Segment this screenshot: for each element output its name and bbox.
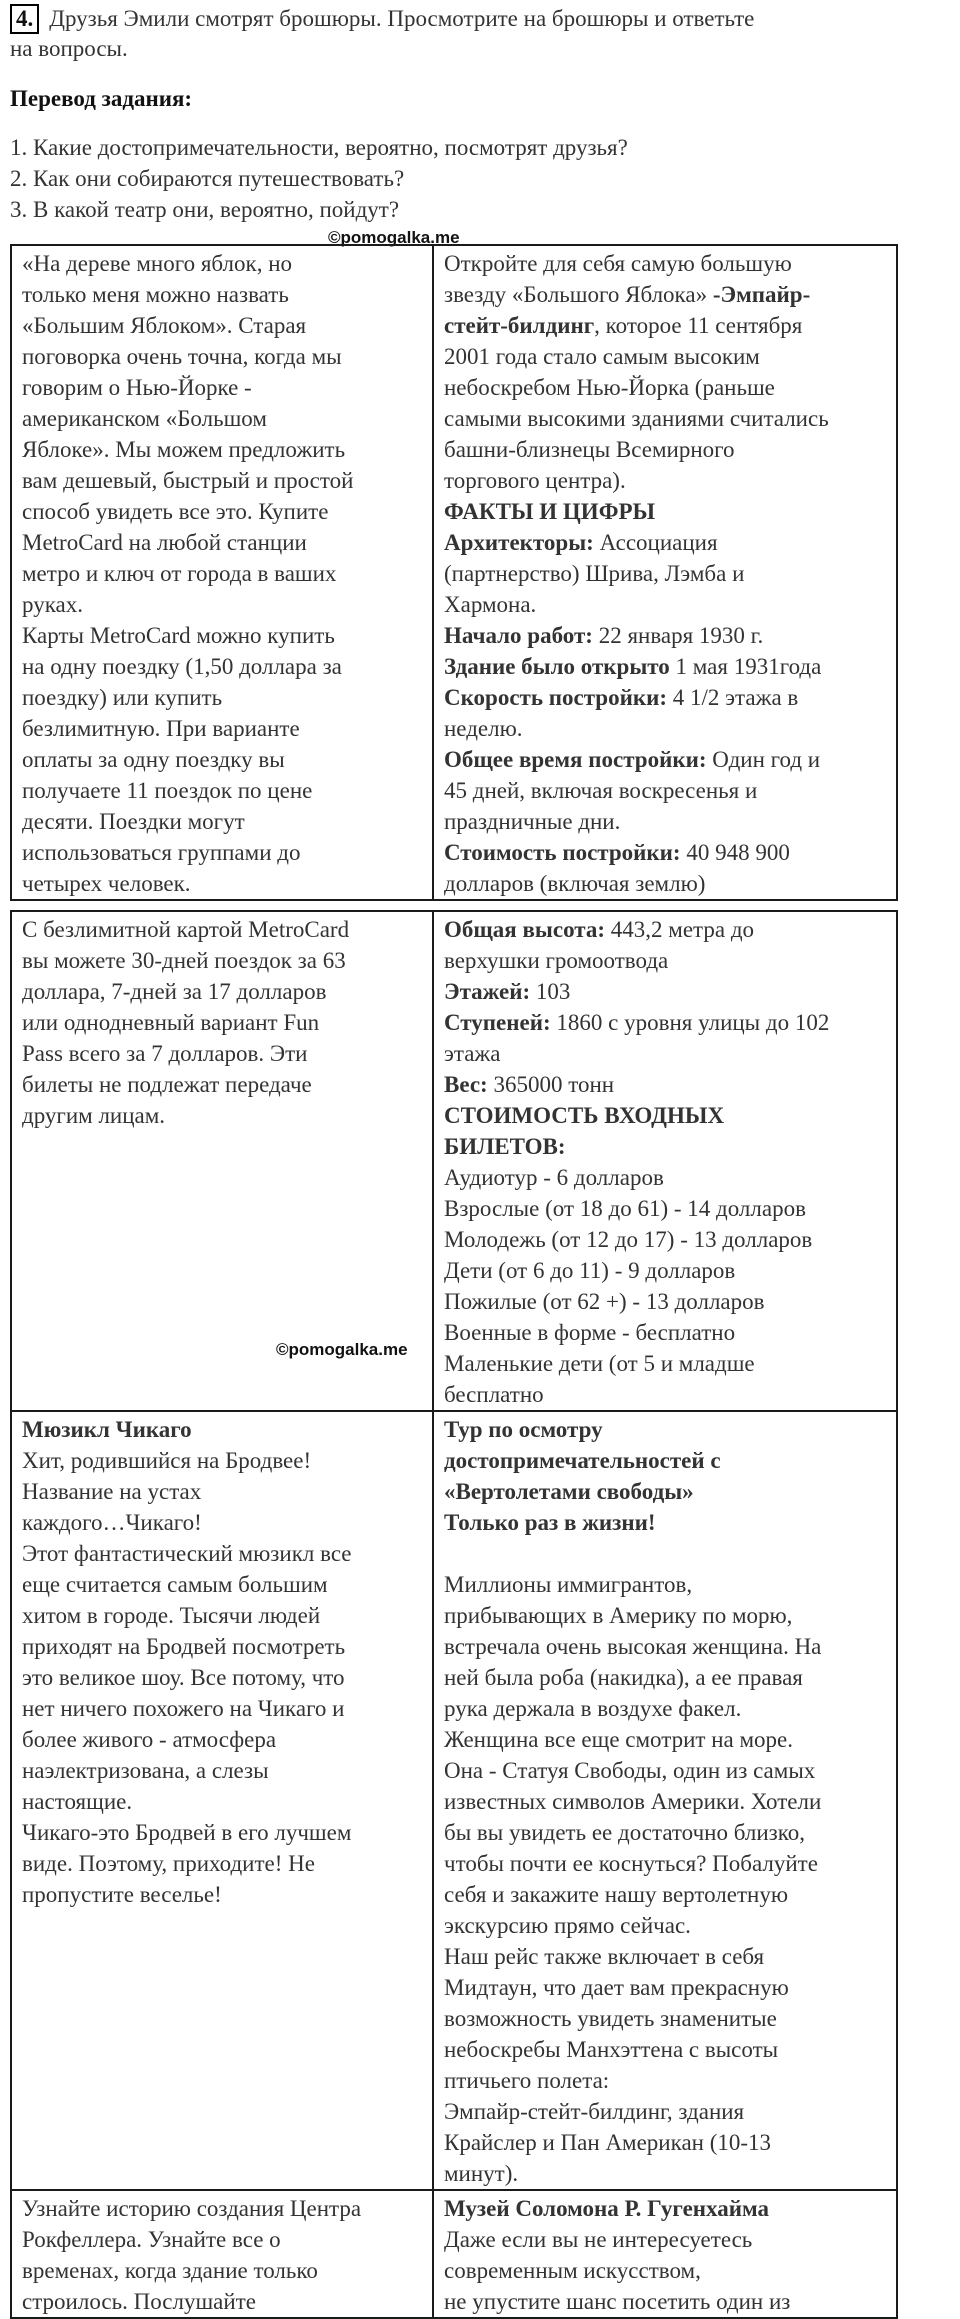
text-line [444, 1007, 890, 1038]
fact-value: 1 мая 1931года [669, 654, 822, 679]
text-fragment: , которое 11 сентября [594, 313, 803, 338]
text-line: ней была роба (накидка), а ее правая [444, 1665, 803, 1690]
text-line [444, 527, 890, 558]
text-line [444, 744, 890, 775]
task-text [10, 4, 910, 64]
text-line: вы можете 30-дней поездок за 63 [22, 948, 346, 973]
price-item: Взрослые (от 18 до 61) - 14 долларов [444, 1196, 806, 1221]
text-line: современным искусством, [444, 2258, 701, 2283]
text-line [444, 620, 890, 651]
fact-label: Общее время постройки: [444, 747, 707, 772]
text-line [444, 682, 890, 713]
text-line: башни-близнецы Всемирного [444, 437, 735, 462]
text-line: наэлектризована, а слезы [22, 1758, 269, 1783]
fact-value: 365000 тонн [487, 1072, 615, 1097]
text-fragment: -Эмпайр- [712, 282, 811, 307]
text-line: десяти. Поездки могут [22, 809, 245, 834]
text-line: птичьего полета: [444, 2068, 610, 2093]
task-line: на вопросы. [10, 36, 128, 61]
text-line [444, 1069, 890, 1100]
fact-label: Этажей: [444, 979, 531, 1004]
facts-heading: ФАКТЫ И ЦИФРЫ [444, 499, 656, 524]
text-line: Даже если вы не интересуетесь [444, 2227, 753, 2252]
helicopter-tour-text [434, 1412, 896, 2189]
text-line: Миллионы иммигрантов, [444, 1572, 693, 1597]
guggenheim-museum-text [434, 2191, 896, 2317]
text-line: неделю. [444, 716, 523, 741]
fact-label: Скорость постройки: [444, 685, 668, 710]
text-line: приходят на Бродвей посмотреть [22, 1634, 346, 1659]
text-line: «Большим Яблоком». Старая [22, 313, 307, 338]
text-line: С безлимитной картой MetroCard [22, 917, 350, 942]
text-line: вам дешевый, быстрый и простой [22, 468, 354, 493]
text-line: Название на устах [22, 1479, 202, 1504]
text-line: небоскребом Нью-Йорка (раньше [444, 375, 775, 400]
text-line: получаете 11 поездок по цене [22, 778, 313, 803]
text-line: более живого - атмосфера [22, 1727, 277, 1752]
text-line: другим лицам. [22, 1103, 166, 1128]
text-line: бы вы увидеть ее достаточно близко, [444, 1820, 805, 1845]
watermark: ©pomogalka.me [276, 1340, 408, 1359]
fact-label: Начало работ: [444, 623, 593, 648]
text-line: руках. [22, 592, 83, 617]
question-list [10, 132, 628, 225]
text-line: Pass всего за 7 долларов. Эти [22, 1041, 308, 1066]
rockefeller-center-text [12, 2191, 434, 2317]
text-line: Карты MetroCard можно купить [22, 623, 335, 648]
empire-state-facts [434, 246, 896, 899]
chicago-title: Мюзикл Чикаго [22, 1417, 192, 1442]
text-line: временах, когда здание только [22, 2258, 318, 2283]
text-fragment: стейт-билдинг [444, 313, 595, 338]
text-line [444, 976, 890, 1007]
fact-label: Вес: [444, 1072, 488, 1097]
text-line: «На дереве много яблок, но [22, 251, 293, 276]
tour-title: достопримечательностей с [444, 1448, 721, 1473]
fact-label: Здание было открыто [444, 654, 670, 679]
question-item: 1. Какие достопримечательности, вероятно, посмотрят друзья? [10, 135, 628, 160]
text-line: способ увидеть все это. Купите [22, 499, 329, 524]
text-line: Рокфеллера. Узнайте все о [22, 2227, 281, 2252]
price-item: Маленькие дети (от 5 и младше [444, 1351, 755, 1376]
chicago-musical-text [12, 1412, 434, 2189]
text-line: известных символов Америки. Хотели [444, 1789, 822, 1814]
text-line: четырех человек. [22, 871, 191, 896]
tickets-heading: СТОИМОСТЬ ВХОДНЫХ [444, 1103, 725, 1128]
text-line: Крайслер и Пан Американ (10-13 [444, 2130, 772, 2155]
text-line: самыми высокими зданиями считались [444, 406, 829, 431]
text-line: минут). [444, 2161, 519, 2186]
text-line: американском «Большом [22, 406, 267, 431]
table-row [12, 912, 896, 1410]
question-item: 2. Как они собираются путешествовать? [10, 166, 405, 191]
text-line: использоваться группами до [22, 840, 301, 865]
text-line: каждого…Чикаго! [22, 1510, 202, 1535]
text-line: Откройте для себя самую большую [444, 251, 792, 276]
text-line: праздничные дни. [444, 809, 621, 834]
empire-state-ticket-prices [434, 912, 896, 1410]
text-line [444, 310, 890, 341]
tour-title: «Вертолетами свободы» [444, 1479, 694, 1504]
text-fragment: звезду «Большого Яблока» [444, 282, 713, 307]
table-row [12, 1410, 896, 2189]
tour-title: Только раз в жизни! [444, 1510, 656, 1535]
text-line: строилось. Послушайте [22, 2289, 256, 2314]
text-line: виде. Поэтому, приходите! Не [22, 1851, 315, 1876]
fact-value: Ассоциация [593, 530, 718, 555]
price-item: Молодежь (от 12 до 17) - 13 долларов [444, 1227, 813, 1252]
text-line: Наш рейс также включает в себя [444, 1944, 765, 1969]
watermark: ©pomogalka.me [328, 228, 460, 247]
table-row [12, 246, 896, 899]
text-line: Она - Статуя Свободы, один из самых [444, 1758, 816, 1783]
text-line: (партнерство) Шрива, Лэмба и [444, 561, 745, 586]
text-line: чтобы почти ее коснуться? Побалуйте [444, 1851, 818, 1876]
text-line: небоскребы Манхэттена с высоты [444, 2037, 779, 2062]
brochure-box-2 [10, 910, 898, 2319]
text-line: не упустите шанс посетить один из [444, 2289, 791, 2314]
price-item: Пожилые (от 62 +) - 13 долларов [444, 1289, 765, 1314]
fact-value: 443,2 метра до [605, 917, 755, 942]
text-line: это великое шоу. Все потому, что [22, 1665, 345, 1690]
price-item: бесплатно [444, 1382, 544, 1407]
fact-label: Общая высота: [444, 917, 606, 942]
text-line: хитом в городе. Тысячи людей [22, 1603, 321, 1628]
text-line: оплаты за одну поездку вы [22, 747, 285, 772]
text-line: себя и закажите нашу вертолетную [444, 1882, 789, 1907]
fact-value: 1860 с уровня улицы до 102 [550, 1010, 830, 1035]
text-line: Узнайте историю создания Центра [22, 2196, 362, 2221]
text-line: поговорка очень точна, когда мы [22, 344, 342, 369]
metrocard-text [12, 246, 434, 899]
text-line: торгового центра). [444, 468, 626, 493]
text-line: поездку) или купить [22, 685, 223, 710]
text-line: доллара, 7-дней за 17 долларов [22, 979, 327, 1004]
text-line: 45 дней, включая воскресенья и [444, 778, 758, 803]
text-line: экскурсию прямо сейчас. [444, 1913, 691, 1938]
price-item: Аудиотур - 6 долларов [444, 1165, 664, 1190]
text-line: Мидтаун, что дает вам прекрасную [444, 1975, 789, 2000]
text-line: возможность увидеть знаменитые [444, 2006, 777, 2031]
text-line: билеты не подлежат передаче [22, 1072, 312, 1097]
text-line: Этот фантастический мюзикл все [22, 1541, 352, 1566]
spacer [444, 1538, 890, 1569]
text-line: встречала очень высокая женщина. На [444, 1634, 822, 1659]
text-line: MetroCard на любой станции [22, 530, 307, 555]
fact-value: 103 [530, 979, 571, 1004]
text-line [444, 279, 890, 310]
text-line: Хармона. [444, 592, 537, 617]
text-line: Хит, родившийся на Бродвее! [22, 1448, 312, 1473]
text-line: нет ничего похожего на Чикаго и [22, 1696, 345, 1721]
text-line: 2001 года стало самым высоким [444, 344, 760, 369]
translation-title: Перевод задания: [10, 86, 193, 111]
text-line: говорим о Нью-Йорке - [22, 375, 252, 400]
fact-value: Один год и [706, 747, 821, 772]
text-line: Эмпайр-стейт-билдинг, здания [444, 2099, 745, 2124]
metrocard-unlimited-text [12, 912, 434, 1410]
fact-label: Ступеней: [444, 1010, 551, 1035]
text-line: Женщина все еще смотрит на море. [444, 1727, 793, 1752]
fact-value: 40 948 900 [680, 840, 790, 865]
museum-title: Музей Соломона Р. Гугенхайма [444, 2196, 769, 2221]
fact-label: Архитекторы: [444, 530, 594, 555]
text-line: этажа [444, 1041, 501, 1066]
text-line: безлимитную. При варианте [22, 716, 300, 741]
text-line: Чикаго-это Бродвей в его лучшем [22, 1820, 352, 1845]
price-item: Военные в форме - бесплатно [444, 1320, 736, 1345]
tickets-heading: БИЛЕТОВ: [444, 1134, 566, 1159]
text-line: метро и ключ от города в ваших [22, 561, 337, 586]
question-item: 3. В какой театр они, вероятно, пойдут? [10, 197, 400, 222]
text-line: только меня можно назвать [22, 282, 289, 307]
table-row [12, 2189, 896, 2317]
fact-label: Стоимость постройки: [444, 840, 681, 865]
task-number: 4. [10, 4, 39, 34]
task-line: Друзья Эмили смотрят брошюры. Просмотрите на брошюры и ответьте [49, 6, 755, 31]
brochure-box-1 [10, 244, 898, 901]
price-item: Дети (от 6 до 11) - 9 долларов [444, 1258, 736, 1283]
text-line: настоящие. [22, 1789, 133, 1814]
fact-value: 4 1/2 этажа в [667, 685, 799, 710]
text-line: еще считается самым большим [22, 1572, 328, 1597]
text-line: долларов (включая землю) [444, 871, 706, 896]
text-line: Яблоке». Мы можем предложить [22, 437, 346, 462]
text-line [444, 914, 890, 945]
text-line: рука держала в воздухе факел. [444, 1696, 742, 1721]
text-line [444, 837, 890, 868]
text-line: пропустите веселье! [22, 1882, 222, 1907]
text-line [444, 651, 890, 682]
text-line: или однодневный вариант Fun [22, 1010, 320, 1035]
fact-value: 22 января 1930 г. [592, 623, 764, 648]
text-line: верхушки громоотвода [444, 948, 669, 973]
tour-title: Тур по осмотру [444, 1417, 603, 1442]
text-line: на одну поездку (1,50 доллара за [22, 654, 342, 679]
text-line: прибывающих в Америку по морю, [444, 1603, 793, 1628]
